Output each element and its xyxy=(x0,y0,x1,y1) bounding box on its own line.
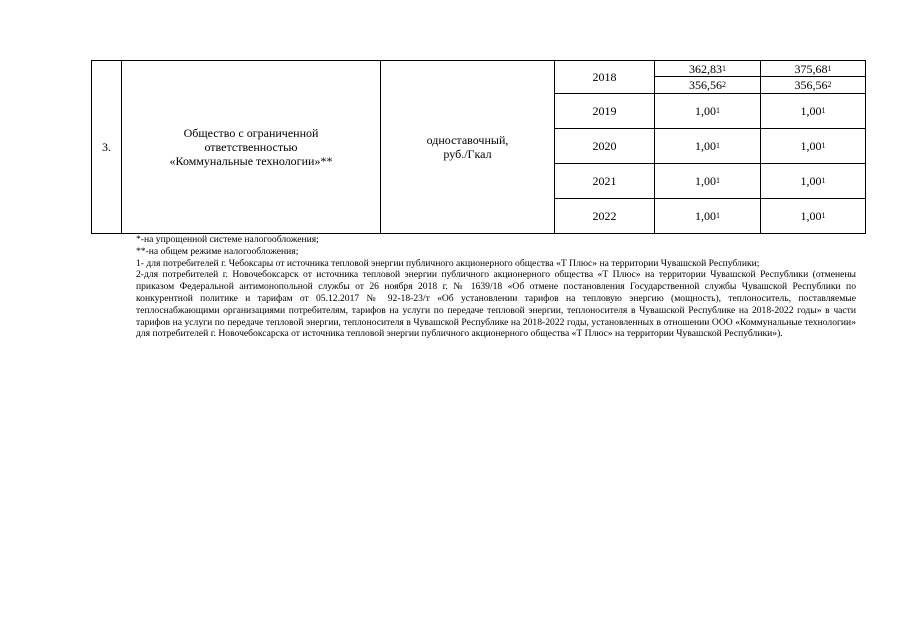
organization-cell xyxy=(122,61,380,233)
footnote-line: 1- для потребителей г. Чебоксары от источника тепловой энергии публичного акционерного общества «Т Плюс» на территории Чувашской Республики; xyxy=(136,257,760,269)
value-cell: 1,00 1 xyxy=(800,209,826,223)
footnotes xyxy=(136,234,856,340)
year-label: 2020 xyxy=(592,139,617,153)
value-text: 1,00 xyxy=(695,209,716,223)
year-label: 2022 xyxy=(592,209,617,223)
value-text: 375,68 xyxy=(794,61,828,76)
value-cell: 1,00 1 xyxy=(800,139,826,153)
tariff-type-cell xyxy=(381,61,554,233)
value-cell: 356,56 2 xyxy=(794,78,832,92)
footnote-line: *-на упрощенной системе налогообложения; xyxy=(136,234,319,245)
year-label: 2018 xyxy=(592,70,617,84)
year-cell xyxy=(555,61,654,93)
value-cell: 1,00 1 xyxy=(695,174,720,188)
value-text: 1,00 xyxy=(695,139,716,153)
footnote-line: 2-для потребителей г. Новочебоксарск от источника тепловой энергии публичного акционерного общества «Т Плюс» на территории Чувашской Республики (отменены приказом Федеральной антимонопольной службы от 26 ноября 2018 г. № 1639/18 «Об отмене постановления Государственной службы Чувашской Республики по конкурентной политике и тарифам от 05.12.2017 № 92-18-23/т «Об установлении тарифов на тепловую энергию (мощность), теплоноситель, поставляемые теплоснабжающими организациями потребителям, тарифов на услуги по передаче тепловой энергии, теплоносителя в Чувашской Республике на 2018-2022 годы» в части тарифов на услуги по передаче тепловой энергии, теплоносителя в Чувашской Республике на 2018-2022 годы, установленных в отношении ООО «Коммунальные технологии» для потребителей г. Новочебоксарска от источника тепловой энергии публичного акционерного общества «Т Плюс» на территории Чувашской Республики»). xyxy=(136,269,856,340)
value-cell: 1,00 1 xyxy=(800,104,826,118)
year-label: 2019 xyxy=(592,104,617,118)
organization-line: ответственностью xyxy=(204,140,298,154)
value-text: 356,56 xyxy=(689,78,722,92)
col-divider xyxy=(865,60,866,234)
organization-line: «Коммунальные технологии»** xyxy=(169,154,333,168)
value-cell: 375,68 1 xyxy=(794,61,832,76)
year-cell xyxy=(555,129,654,163)
tariff-table xyxy=(91,60,866,234)
year-cell xyxy=(555,199,654,233)
value-cell: 1,00 1 xyxy=(695,139,720,153)
value-text: 1,00 xyxy=(695,174,716,188)
footnote-line: **-на общем режиме налогообложения; xyxy=(136,245,299,257)
value-cell: 1,00 1 xyxy=(695,104,720,118)
year-label: 2021 xyxy=(592,174,617,188)
value-cell: 362,83 1 xyxy=(689,61,726,76)
year-cell xyxy=(555,164,654,198)
tariff-type-line: одноставочный, xyxy=(426,133,509,147)
value-text: 362,83 xyxy=(689,61,722,76)
value-text: 1,00 xyxy=(800,139,822,153)
value-text: 1,00 xyxy=(800,104,822,118)
value-cell: 1,00 1 xyxy=(800,174,826,188)
value-cell: 356,56 2 xyxy=(689,78,726,92)
value-text: 1,00 xyxy=(800,174,822,188)
row-number-cell xyxy=(92,61,121,233)
value-text: 1,00 xyxy=(800,209,822,223)
tariff-type-line: руб./Гкал xyxy=(443,147,492,161)
value-text: 356,56 xyxy=(794,78,828,92)
year-cell xyxy=(555,94,654,128)
row-number: 3. xyxy=(102,140,111,154)
value-text: 1,00 xyxy=(695,104,716,118)
organization-line: Общество с ограниченной xyxy=(183,126,319,140)
value-cell: 1,00 1 xyxy=(695,209,720,223)
